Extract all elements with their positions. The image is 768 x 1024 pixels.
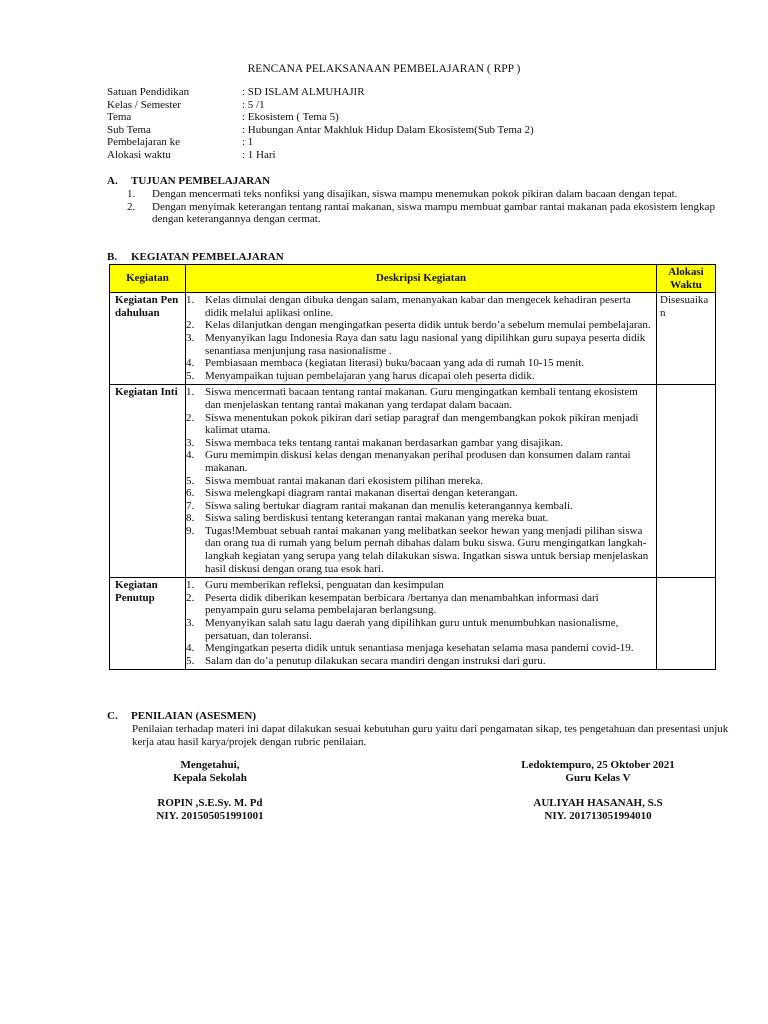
list-number: 2.	[186, 411, 195, 424]
list-item	[186, 487, 653, 500]
list-number: 9.	[186, 524, 195, 537]
section-c-heading	[107, 710, 256, 723]
section-title: KEGIATAN PEMBELAJARAN	[131, 251, 284, 263]
section-b-heading	[107, 251, 284, 264]
list-number: 4.	[186, 357, 195, 370]
activity-description	[186, 578, 657, 670]
list-number: 8.	[186, 512, 195, 525]
identity-value: : Ekosistem ( Tema 5)	[242, 111, 339, 124]
signature-id: NIY. 201713051994010	[544, 809, 652, 822]
signature-name: AULIYAH HASANAH, S.S	[533, 797, 663, 810]
list-text: Siswa membuat rantai makanan dari ekosistem pilihan mereka.	[205, 474, 483, 487]
list-item	[186, 332, 653, 357]
list-item	[186, 655, 653, 668]
list-text: Siswa saling berdiskusi tentang keterangan rantai makanan yang mereka buat.	[205, 512, 549, 525]
activities-table	[109, 264, 716, 670]
table-row	[110, 385, 716, 578]
identity-row	[107, 111, 534, 124]
identity-value: : 1 Hari	[242, 148, 276, 161]
signature-role: Guru Kelas V	[565, 771, 631, 784]
header-kegiatan: Kegiatan	[110, 265, 186, 293]
table-row	[110, 293, 716, 385]
list-number: 5.	[186, 369, 195, 382]
list-number: 2.	[186, 319, 195, 332]
section-title: PENILAIAN (ASESMEN)	[131, 710, 256, 722]
list-item	[186, 357, 653, 370]
list-item	[186, 319, 653, 332]
activity-time: Disesuaikan	[657, 293, 716, 385]
identity-value: : 5 /1	[242, 98, 265, 111]
activity-name: Kegiatan Pendahuluan	[110, 293, 186, 385]
identity-label: Sub Tema	[107, 123, 151, 136]
signature-name: ROPIN ,S.E.Sy. M. Pd	[157, 797, 263, 810]
signature-place-date: Ledoktempuro, 25 Oktober 2021	[521, 759, 675, 771]
identity-label: Satuan Pendidikan	[107, 86, 190, 98]
activity-description	[186, 385, 657, 578]
list-item	[186, 642, 653, 655]
list-item	[186, 370, 653, 383]
list-item	[127, 188, 717, 201]
list-item	[186, 512, 653, 525]
list-text: Menyanyikan lagu Indonesia Raya dan satu lagu nasional yang dipilihkan guru supaya peserta didik senantiasa menjunjung rasa nasionalisme .	[205, 331, 646, 357]
list-text: Mengingatkan peserta didik untuk senantiasa menjaga kesehatan selama masa pandemi covid-19.	[205, 642, 634, 655]
section-letter: B.	[107, 251, 118, 263]
identity-label: Alokasi waktu	[107, 148, 171, 161]
signature-line: Mengetahui,	[180, 759, 240, 771]
list-text: Siswa melengkapi diagram rantai makanan disertai dengan keterangan.	[205, 487, 518, 500]
list-item	[186, 617, 653, 642]
identity-row	[107, 136, 534, 149]
list-item	[186, 412, 653, 437]
list-text: Dengan menyimak keterangan tentang rantai makanan, siswa mampu membuat gambar rantai makanan pada ekosistem lengkap dengan keterangannya dengan cermat.	[152, 200, 715, 226]
identity-label: Tema	[107, 111, 132, 124]
activity-time	[657, 578, 716, 670]
list-item	[186, 437, 653, 450]
identity-row	[107, 124, 534, 137]
identity-row	[107, 149, 534, 162]
list-number: 7.	[186, 499, 195, 512]
list-text: Siswa mencermati bacaan tentang rantai makanan. Guru mengingatkan kembali tentang ekosistem dan menjelaskan tentang rantai makanan yang terdapat dalam bacaan.	[205, 386, 638, 411]
list-text: Siswa membaca teks tentang rantai makanan berdasarkan gambar yang disajikan.	[205, 436, 563, 449]
list-number: 1.	[186, 294, 195, 307]
identity-block	[107, 86, 534, 162]
header-alokasi-waktu: Alokasi Waktu	[657, 265, 716, 293]
list-number: 5.	[186, 654, 195, 667]
section-letter: C.	[107, 710, 118, 722]
list-item	[186, 294, 653, 319]
identity-row	[107, 99, 534, 112]
identity-value: : Hubungan Antar Makhluk Hidup Dalam Ekosistem(Sub Tema 2)	[242, 123, 534, 136]
table-row	[110, 578, 716, 670]
identity-value: : SD ISLAM ALMUHAJIR	[242, 86, 365, 98]
section-title: TUJUAN PEMBELAJARAN	[131, 175, 271, 187]
table-header-row	[110, 265, 716, 293]
list-number: 5.	[186, 474, 195, 487]
list-item	[186, 500, 653, 513]
list-text: Menyampaikan tujuan pembelajaran yang harus dicapai oleh peserta didik.	[205, 369, 535, 382]
list-text: Guru memimpin diskusi kelas dengan menanyakan perihal produsen dan konsumen dalam rantai makanan.	[205, 449, 631, 474]
list-number: 4.	[186, 642, 195, 655]
list-number: 6.	[186, 487, 195, 500]
list-item	[186, 525, 653, 575]
list-item	[186, 579, 653, 592]
identity-row	[107, 86, 534, 99]
list-text: Tugas!Membuat sebuah rantai makanan yang melibatkan seekor hewan yang menjadi pilihan siswa dan orang tua di rumah yang belum pernah dibahas dalam buku siswa. Guru mengingatkan langkah-langkah kegiatan yang serupa yang telah dilakukan siswa. Ingatkan siswa untuk bersiap menjelaskan hasil diskusi dengan orang tua esok hari.	[205, 524, 649, 575]
document-title: RENCANA PELAKSANAAN PEMBELAJARAN ( RPP )	[247, 63, 521, 75]
list-number: 1.	[127, 188, 136, 200]
list-item	[186, 386, 653, 411]
identity-label: Pembelajaran ke	[107, 136, 180, 149]
list-number: 2.	[127, 200, 136, 213]
assessment-text: Penilaian terhadap materi ini dapat dilakukan sesuai kebutuhan guru yaitu dari pengamatan sikap, tes pengetahuan dan presentasi unjuk kerja atau hasil karya/projek dengan rubric penilaian.	[132, 723, 729, 748]
activity-name: Kegiatan Inti	[110, 385, 186, 578]
activity-description	[186, 293, 657, 385]
list-item	[186, 449, 653, 474]
list-number: 1.	[186, 579, 195, 592]
section-a-heading	[107, 175, 270, 188]
identity-value: : 1	[242, 136, 254, 149]
list-text: Kelas dimulai dengan dibuka dengan salam, menanyakan kabar dan mengecek kehadiran peserta didik melalui aplikasi online.	[205, 294, 631, 319]
list-text: Siswa menentukan pokok pikiran dari setiap paragraf dan mengembangkan pokok pikiran menjadi kalimat utama.	[205, 411, 639, 437]
objectives-list	[127, 188, 717, 226]
section-letter: A.	[107, 175, 118, 187]
list-text: Dengan mencermati teks nonfiksi yang disajikan, siswa mampu menemukan pokok pikiran dalam bacaan dengan tepat.	[152, 188, 678, 200]
activity-name: Kegiatan Penutup	[110, 578, 186, 670]
activity-time	[657, 385, 716, 578]
list-item	[186, 592, 653, 617]
list-text: Peserta didik diberikan kesempatan berbicara /bertanya dan menambahkan informasi dari penyampain guru selama pembelajaran berlangsung.	[205, 591, 599, 617]
signature-id: NIY. 201505051991001	[156, 809, 264, 822]
list-number: 3.	[186, 617, 195, 630]
list-text: Siswa saling bertukar diagram rantai makanan dan menulis keterangannya kembali.	[205, 499, 573, 512]
list-text: Salam dan do’a penutup dilakukan secara mandiri dengan instruksi dari guru.	[205, 654, 546, 667]
list-text: Kelas dilanjutkan dengan mengingatkan peserta didik untuk berdo’a sebelum memulai pembelajaran.	[205, 319, 651, 332]
header-deskripsi: Deskripsi Kegiatan	[186, 265, 657, 293]
list-item	[186, 475, 653, 488]
identity-label: Kelas / Semester	[107, 98, 181, 111]
signature-headmaster	[150, 759, 270, 822]
signature-role: Kepala Sekolah	[173, 771, 247, 784]
list-number: 3.	[186, 331, 195, 344]
list-text: Guru memberikan refleksi, penguatan dan kesimpulan	[205, 579, 444, 592]
list-number: 1.	[186, 386, 195, 399]
list-number: 4.	[186, 449, 195, 462]
list-text: Menyanyikan salah satu lagu daerah yang dipilihkan guru untuk menumbuhkan nasionalisme, persatuan, dan toleransi.	[205, 617, 619, 642]
list-item	[127, 201, 717, 226]
signature-teacher	[498, 759, 698, 822]
list-number: 3.	[186, 436, 195, 449]
list-number: 2.	[186, 591, 195, 604]
list-text: Pembiasaan membaca (kegiatan literasi) buku/bacaan yang ada di rumah 10-15 menit.	[205, 357, 585, 370]
